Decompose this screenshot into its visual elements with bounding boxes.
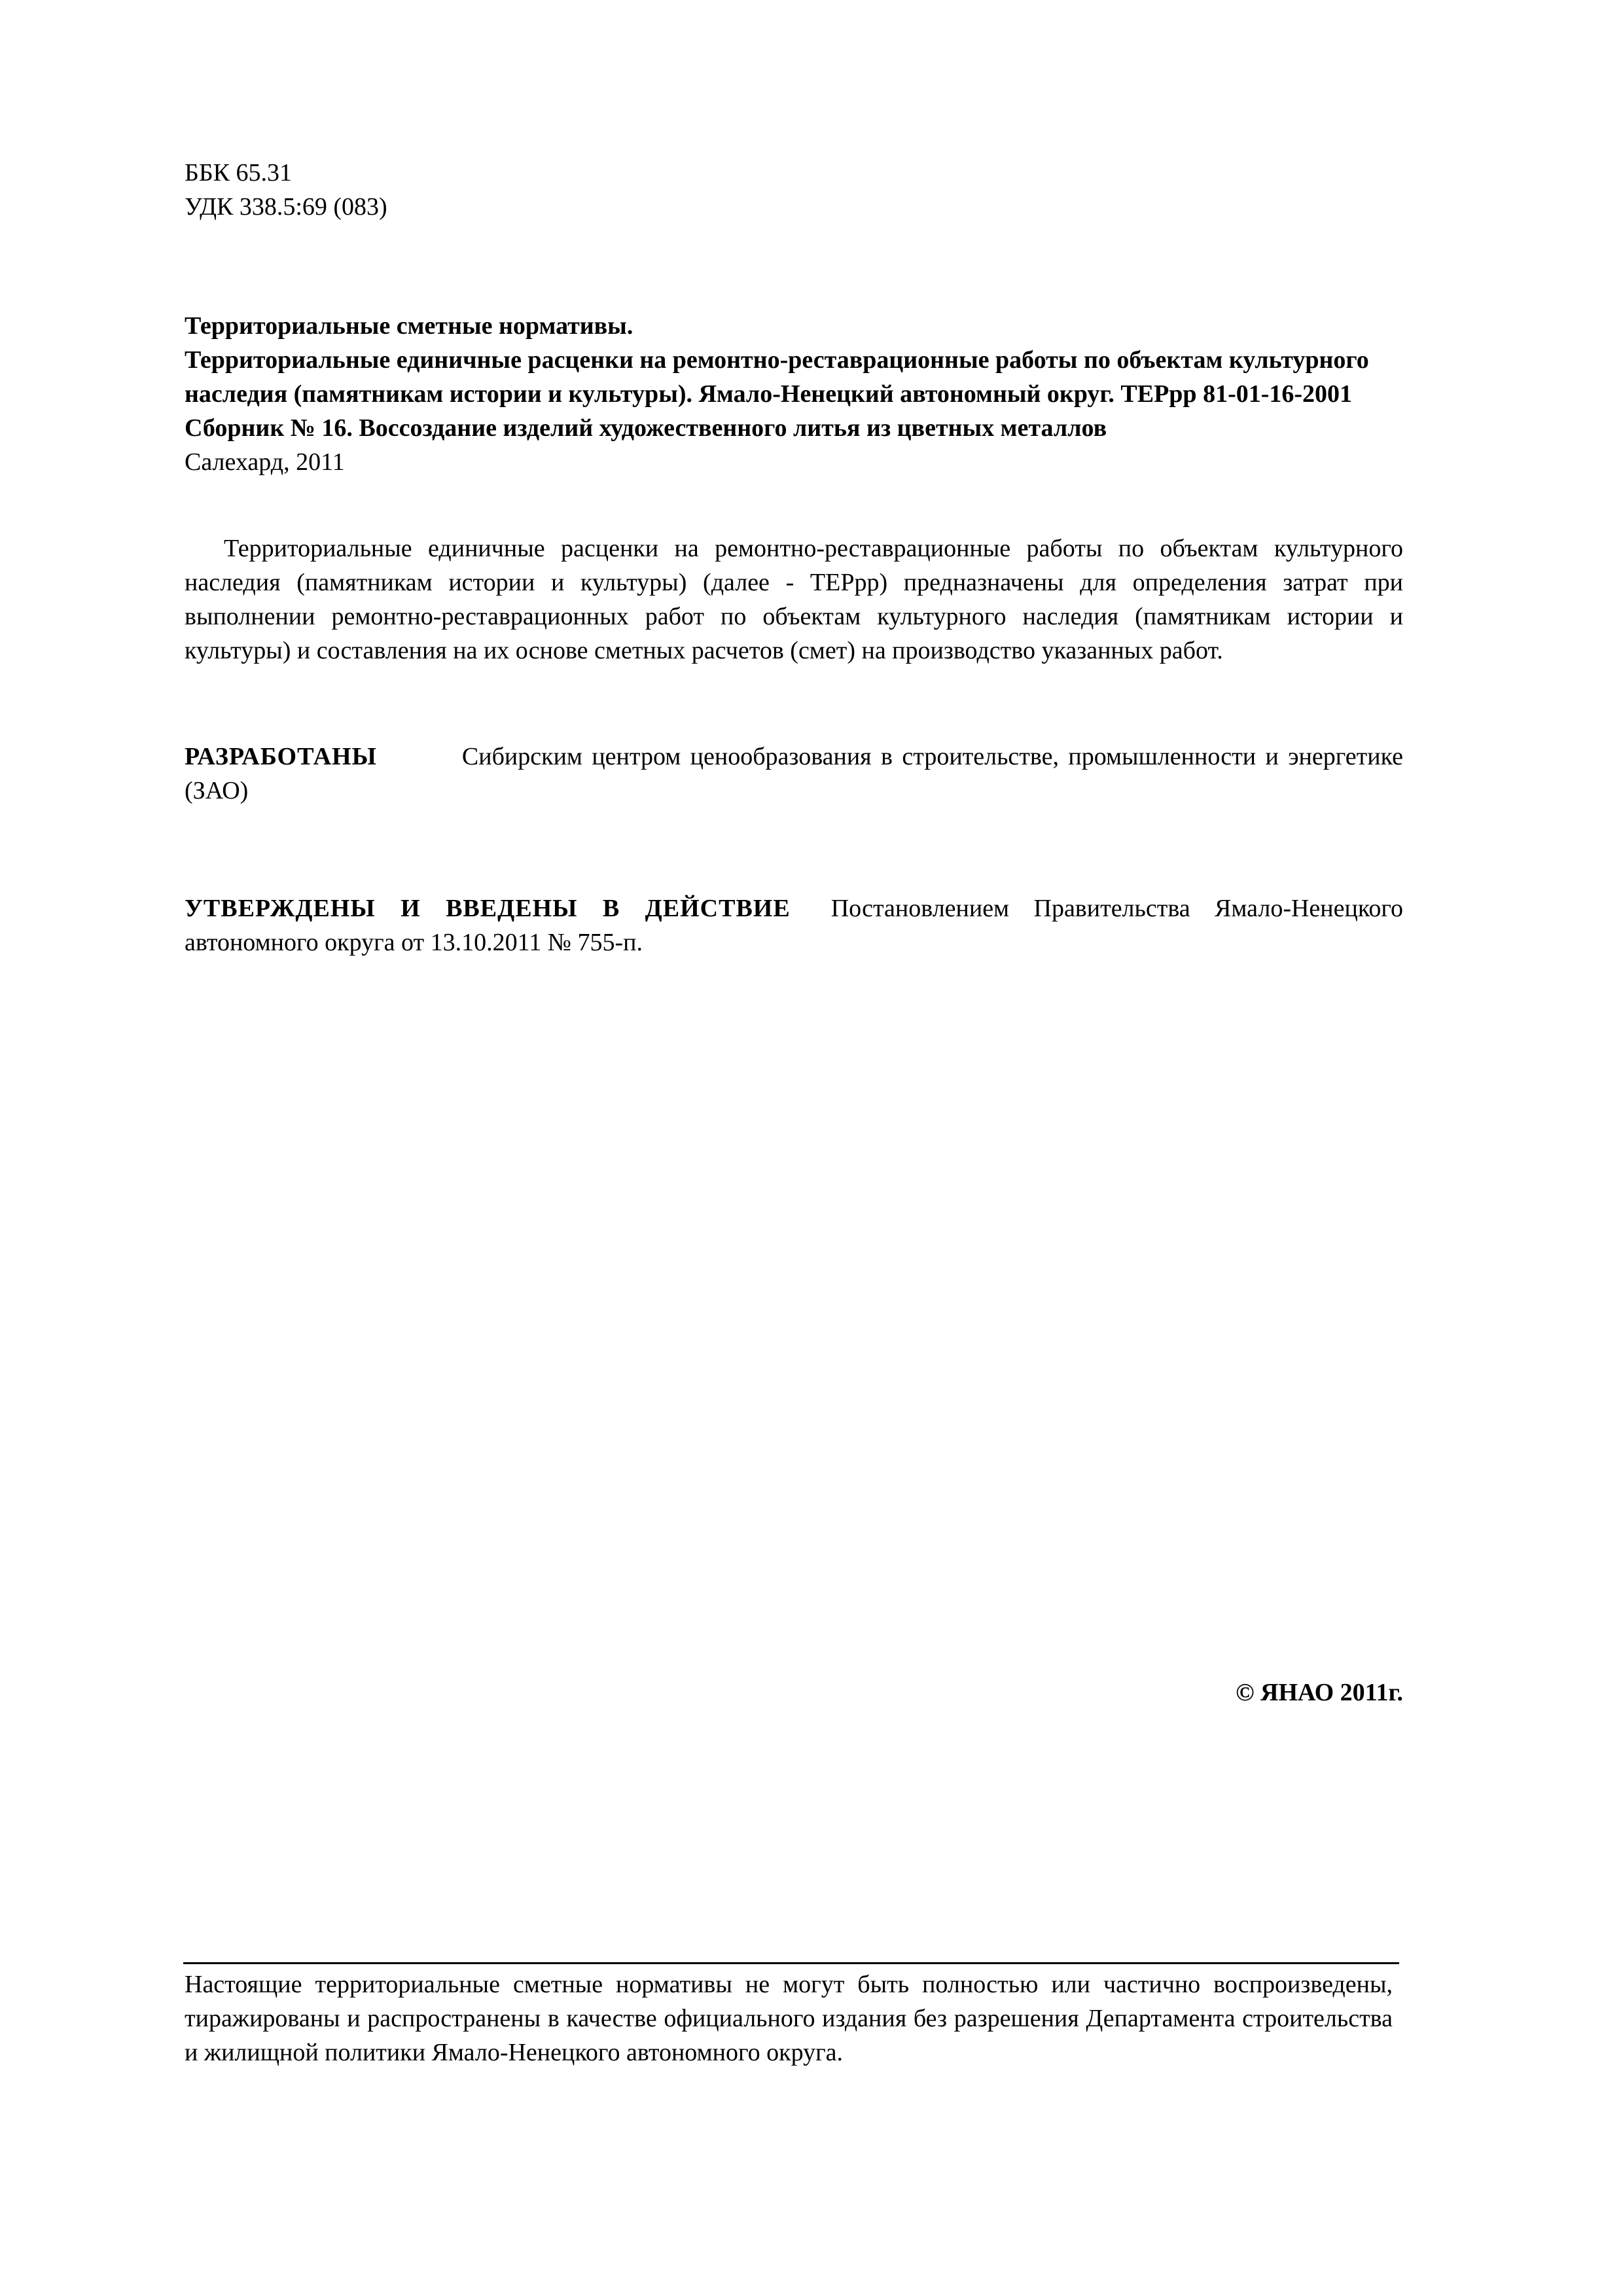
approved-by — [185, 891, 1403, 960]
footer-divider — [183, 1962, 1399, 1964]
developed-text: Сибирским центром ценообразования в строительстве, промышленности и энергетике (ЗАО) — [185, 743, 1403, 804]
document-title — [185, 309, 1403, 479]
developed-label: РАЗРАБОТАНЫ — [185, 743, 377, 770]
title-line-1: Территориальные сметные нормативы. — [185, 312, 633, 340]
copyright-notice: © ЯНАО 2011г. — [1236, 1679, 1403, 1706]
approved-text: Постановлением Правительства Ямало-Ненецкого автономного округа от 13.10.2011 № 755-п. — [185, 895, 1403, 956]
classification-codes — [185, 156, 1403, 224]
place-year: Салехард, 2011 — [185, 448, 345, 476]
bbk-code: ББК 65.31 — [185, 159, 292, 187]
developed-by — [185, 740, 1403, 808]
purpose-paragraph: Территориальные единичные расценки на ремонтно-реставрационные работы по объектам культурного наследия (памятникам истории и культуры) (далее - ТЕРрр) предназначены для определения затрат при выполнении ремонтно-реставрационных работ по объектам культурного наследия (памятникам истории и культуры) и составления на их основе сметных расчетов (смет) на производство указанных работ. — [185, 535, 1403, 664]
footer-note: Настоящие территориальные сметные нормативы не могут быть полностью или частично воспроизведены, тиражированы и распространены в качестве официального издания без разрешения Департамента строительства и жилищной политики Ямало-Ненецкого автономного округа. — [185, 1971, 1393, 2066]
title-line-2: Территориальные единичные расценки на ремонтно-реставрационные работы по объектам культурного наследия (памятникам истории и культуры). Ямало-Ненецкий автономный округ. ТЕРрр 81-01-16-2001 Сборник № 16. Воссоздание изделий художественного литья из цветных металлов — [185, 346, 1369, 442]
approved-label: УТВЕРЖДЕНЫ И ВВЕДЕНЫ В ДЕЙСТВИЕ — [185, 895, 791, 922]
udk-code: УДК 338.5:69 (083) — [185, 193, 387, 221]
